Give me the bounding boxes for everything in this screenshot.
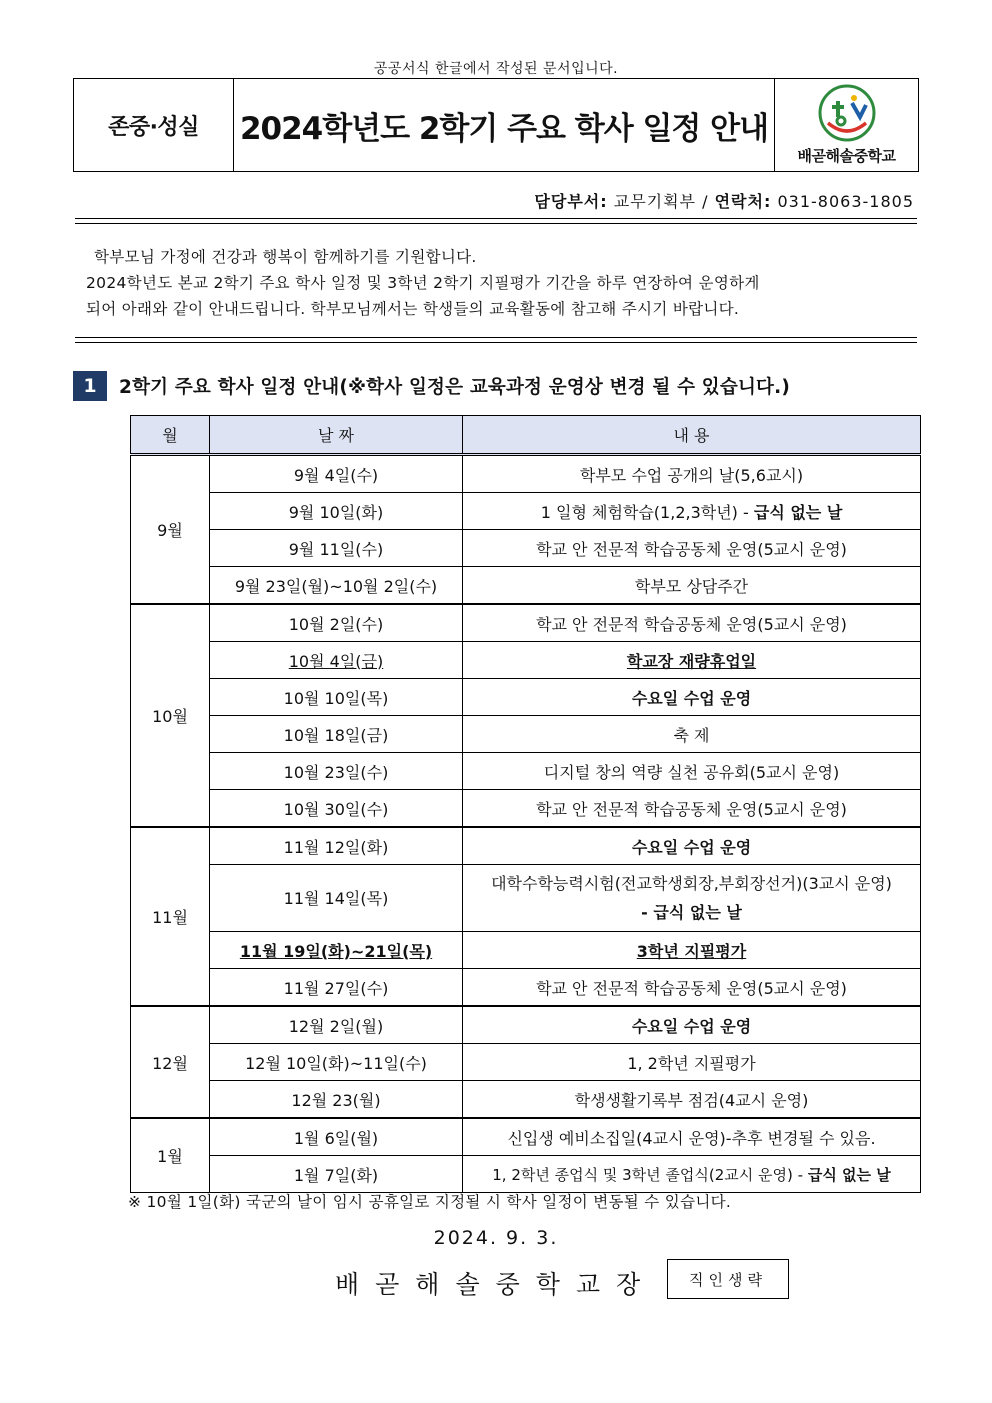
date-cell: 1월 6일(월)	[210, 1118, 463, 1156]
date-cell	[210, 932, 463, 969]
month-cell: 12월	[131, 1006, 210, 1118]
date-cell: 12월 23(월)	[210, 1081, 463, 1119]
table-row	[131, 827, 921, 865]
content-cell: 신입생 예비소집일(4교시 운영)-추후 변경될 수 있음.	[463, 1118, 921, 1156]
table-row	[131, 530, 921, 567]
contact-separator: /	[702, 192, 709, 211]
month-cell: 9월	[131, 455, 210, 605]
month-cell: 1월	[131, 1118, 210, 1193]
table-row	[131, 455, 921, 493]
table-row	[131, 493, 921, 530]
schedule-table	[130, 415, 921, 1193]
greeting-line-3: 되어 아래와 같이 안내드립니다. 학부모님께서는 학생들의 교육활동에 참고해 주시기 바랍니다.	[86, 300, 740, 318]
phone-label: 연락처:	[714, 192, 772, 211]
content-cell: 학교 안 전문적 학습공동체 운영(5교시 운영)	[463, 790, 921, 828]
content-cell: 수요일 수업 운영	[463, 827, 921, 865]
header-month: 월	[131, 416, 210, 455]
table-row	[131, 865, 921, 932]
footnote: ※ 10월 1일(화) 국군의 날이 임시 공휴일로 지정될 시 학사 일정이 변동될 수 있습니다.	[128, 1193, 732, 1211]
section-number: 1	[73, 371, 107, 401]
content-cell: 학부모 상담주간	[463, 567, 921, 605]
date-cell: 10월 2일(수)	[210, 604, 463, 642]
table-row	[131, 1006, 921, 1044]
content-cell	[463, 493, 921, 530]
table-row	[131, 567, 921, 605]
dept-name: 교무기획부	[613, 192, 697, 211]
divider-top	[75, 218, 917, 224]
content-text: 학교장 재량휴업일	[626, 651, 757, 671]
month-cell: 11월	[131, 827, 210, 1006]
table-row	[131, 932, 921, 969]
section-heading	[73, 371, 790, 401]
date-cell: 12월 2일(월)	[210, 1006, 463, 1044]
date-cell: 10월 18일(금)	[210, 716, 463, 753]
dept-label: 담당부서:	[534, 192, 608, 211]
table-row	[131, 969, 921, 1007]
table-header-row	[131, 416, 921, 455]
content-cell: 학생생활기록부 점검(4교시 운영)	[463, 1081, 921, 1119]
content-cell: 1, 2학년 지필평가	[463, 1044, 921, 1081]
date-cell: 9월 4일(수)	[210, 455, 463, 493]
no-lunch-note: 급식 없는 날	[753, 502, 843, 522]
content-cell: 학교 안 전문적 학습공동체 운영(5교시 운영)	[463, 604, 921, 642]
table-row	[131, 642, 921, 679]
content-cell	[463, 642, 921, 679]
date-cell: 10월 10일(목)	[210, 679, 463, 716]
no-lunch-note: - 급식 없는 날	[641, 903, 742, 922]
section-title: 2학기 주요 학사 일정 안내(※학사 일정은 교육과정 운영상 변경 될 수 있습니다.)	[119, 377, 790, 398]
no-lunch-note: 급식 없는 날	[807, 1165, 891, 1184]
table-row	[131, 753, 921, 790]
month-cell: 10월	[131, 604, 210, 827]
document-source-note: 공공서식 한글에서 작성된 문서입니다.	[373, 61, 619, 77]
content-cell: 학교 안 전문적 학습공동체 운영(5교시 운영)	[463, 530, 921, 567]
content-cell: 수요일 수업 운영	[463, 679, 921, 716]
table-row	[131, 1156, 921, 1193]
content-cell	[463, 932, 921, 969]
content-cell: 학교 안 전문적 학습공동체 운영(5교시 운영)	[463, 969, 921, 1007]
issue-date: 2024. 9. 3.	[433, 1227, 559, 1249]
greeting-line-2: 2024학년도 본교 2학기 주요 학사 일정 및 3학년 2학기 지필평가 기간을 하루 연장하여 운영하게	[86, 274, 760, 292]
principal-signature: 배곧해솔중학교장	[335, 1270, 657, 1299]
table-row	[131, 679, 921, 716]
content-text: 3학년 지필평가	[636, 941, 747, 961]
greeting-text	[86, 244, 916, 322]
content-text: 1 일형 체험학습(1,2,3학년) -	[540, 502, 754, 522]
table-row	[131, 604, 921, 642]
date-cell: 11월 12일(화)	[210, 827, 463, 865]
content-cell: 축 제	[463, 716, 921, 753]
content-cell	[463, 1156, 921, 1193]
content-text: 대학수학능력시험(전교학생회장,부회장선거)(3교시 운영)	[491, 874, 892, 893]
date-cell: 11월 14일(목)	[210, 865, 463, 932]
content-cell: 수요일 수업 운영	[463, 1006, 921, 1044]
header-date: 날 짜	[210, 416, 463, 455]
date-cell: 10월 23일(수)	[210, 753, 463, 790]
content-cell: 디지털 창의 역량 실천 공유회(5교시 운영)	[463, 753, 921, 790]
school-emblem-icon	[814, 83, 880, 143]
date-text: 11월 19일(화)~21일(목)	[239, 941, 433, 961]
table-row	[131, 1118, 921, 1156]
table-row	[131, 790, 921, 828]
content-cell	[463, 865, 921, 932]
date-cell: 10월 30일(수)	[210, 790, 463, 828]
school-name-logo: 배곧해솔중학교	[797, 147, 896, 165]
date-cell: 12월 10일(화)~11일(수)	[210, 1044, 463, 1081]
document-header	[73, 78, 919, 172]
school-logo	[775, 79, 918, 171]
content-text: 1, 2학년 종업식 및 3학년 졸업식(2교시 운영) -	[492, 1165, 808, 1184]
phone-number: 031-8063-1805	[777, 192, 914, 211]
content-cell: 학부모 수업 공개의 날(5,6교시)	[463, 455, 921, 493]
table-row	[131, 1081, 921, 1119]
date-cell: 9월 10일(화)	[210, 493, 463, 530]
date-cell: 11월 27일(수)	[210, 969, 463, 1007]
table-row	[131, 1044, 921, 1081]
date-cell	[210, 642, 463, 679]
table-row	[131, 716, 921, 753]
contact-info	[534, 189, 914, 212]
seal-omitted-box: 직인생략	[667, 1259, 789, 1299]
header-content: 내 용	[463, 416, 921, 455]
page-title: 2024학년도 2학기 주요 학사 일정 안내	[234, 79, 775, 171]
date-cell: 9월 23일(월)~10월 2일(수)	[210, 567, 463, 605]
school-motto: 존중·성실	[74, 79, 234, 171]
divider-bottom	[75, 337, 917, 343]
date-text: 10월 4일(금)	[288, 651, 384, 671]
date-cell: 9월 11일(수)	[210, 530, 463, 567]
greeting-line-1: 학부모님 가정에 건강과 행복이 함께하기를 기원합니다.	[94, 248, 477, 266]
date-cell: 1월 7일(화)	[210, 1156, 463, 1193]
